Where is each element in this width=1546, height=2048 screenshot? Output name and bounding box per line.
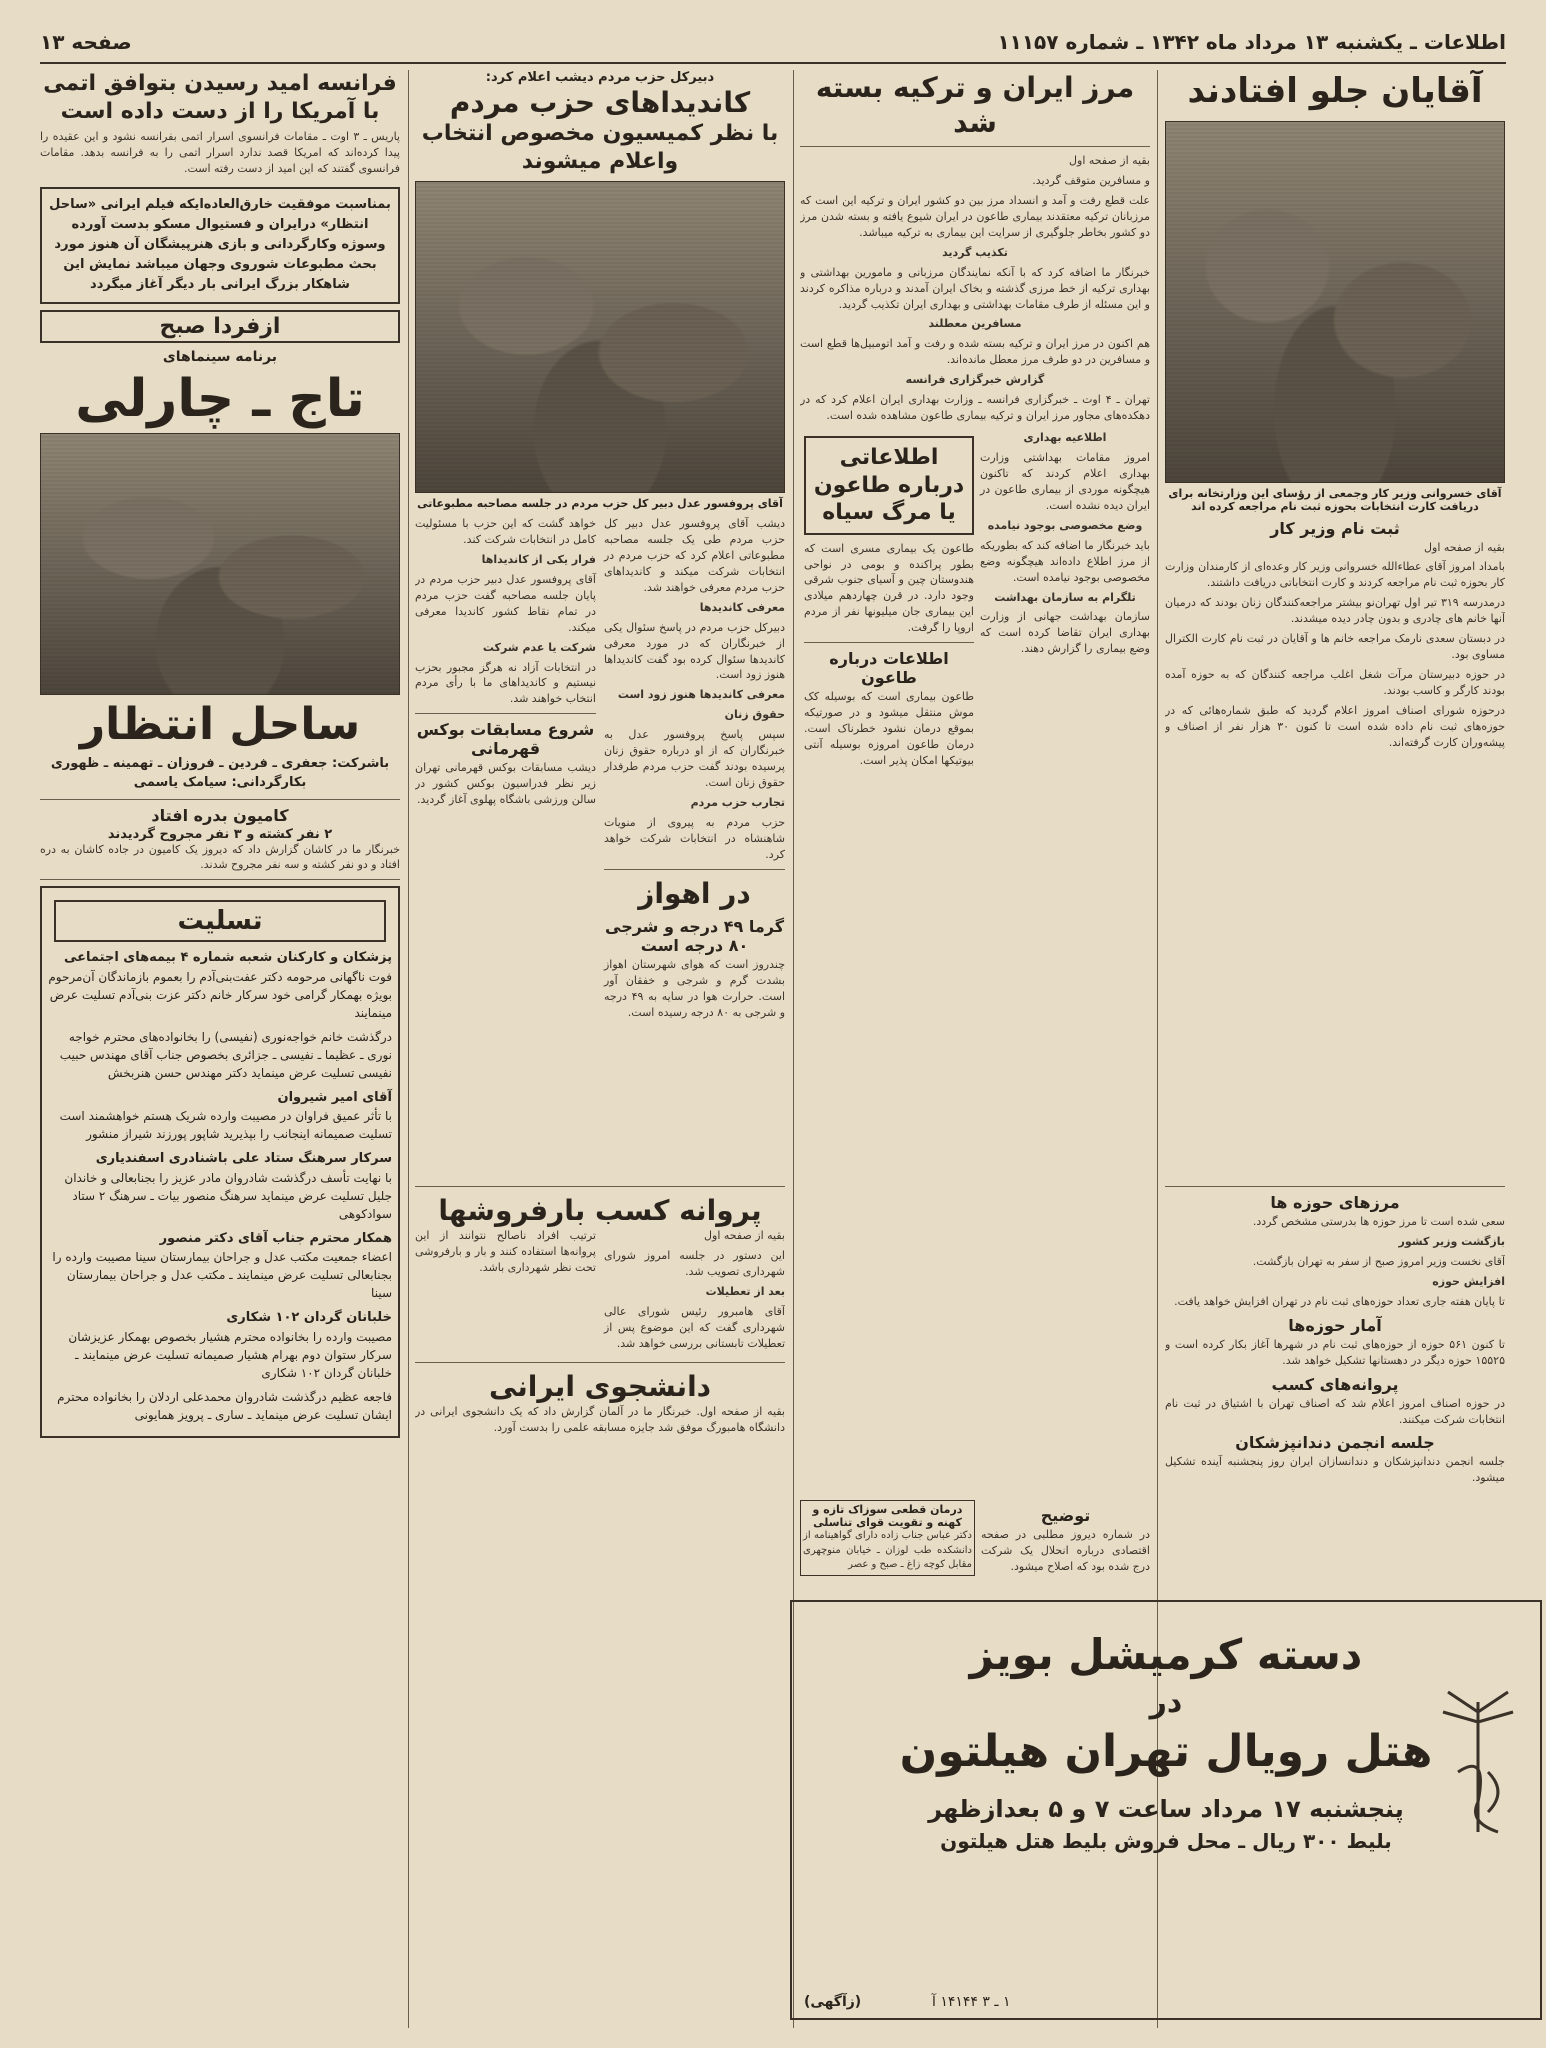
condolence-text: با نهایت تأسف درگذشت شادروان مادر عزیز را بجنابعالی و خاندان جلیل تسلیت عرض مینماید سرهنگ منصور بیات ـ سرهنگ ۲ ستاد سوادکوهی [64, 1170, 392, 1221]
paragraph: سپس پاسخ پروفسور عدل به خبرنگاران که از او درباره حقوق زنان پرسیده بودند گفت حزب مردم طرفدار حقوق زنان است. [604, 728, 785, 790]
divider [40, 799, 400, 800]
paragraph: علت قطع رفت و آمد و انسداد مرز بین دو کشور ایران و ترکیه این است که مرزبانان ترکیه معتقدند بیماری طاعون در ایران شیوع یافته و بسته شدن مرز دو کشور بخاطر جلوگیری از سرایت این بیماری به ترکیه میباشد. [800, 193, 1150, 239]
from-tomorrow: ازفردا صبح [159, 313, 281, 339]
photo-caption-press: آقای پروفسور عدل دبیر کل حزب مردم در جلسه مصاحبه مطبوعاتی [417, 497, 783, 510]
condolence-text: مصیبت وارده را بخانواده محترم هشیار بخصوص بهمکار عزیزشان سرکار ستوان دوم بهرام هشیار صمیمانه تسلیت عرض مینمایند ـ خلبانان گردان ۱۰۲ شکاری [68, 1329, 392, 1380]
article-body-france: پاریس ـ ۳ اوت ـ مقامات فرانسوی اسرار اتمی بفرانسه نشود و این عقیده را پیدا کرده‌اند که امریکا قصد ندارد اسرار اتمی را به فرانسه بدهد. مقامات فرانسوی گفتند که این امید از دست رفته است. [40, 130, 400, 175]
column-party [415, 70, 785, 2028]
divider [800, 146, 1150, 147]
party-two-columns [415, 516, 785, 1021]
paragraph: بقیه از صفحه اول [704, 1229, 785, 1242]
column-lower-right [1165, 1180, 1505, 1600]
subheading: بعد از تعطیلات [705, 1284, 785, 1298]
ad-in: در [1149, 1685, 1183, 1720]
condolence-item [48, 1149, 392, 1223]
condolence-title: تسلیت [54, 900, 386, 942]
subheading: اطلاعیه بهداری [1023, 431, 1107, 445]
note-title: توضیح [1040, 1506, 1091, 1525]
paragraph: و مسافرین متوقف گردید. [1032, 173, 1150, 187]
article-body-shop-b [415, 1228, 596, 1356]
cinema-label: برنامه سینماهای [162, 348, 278, 365]
column-divider [408, 70, 409, 2028]
paragraph: حزب مردم به پیروی از منویات شاهنشاه در انتخابات شرکت خواهد کرد. [604, 815, 785, 861]
paragraph: این دستور در جلسه امروز شورای شهرداری تصویب شد. [604, 1248, 785, 1278]
border-continued [980, 430, 1150, 769]
small-ad-title: درمان قطعی سوزاک تازه و کهنه و تقویت قوای تناسلی [812, 1503, 963, 1529]
article-body-shop-a [604, 1228, 785, 1356]
paragraph: خواهد گشت که این حزب با مسئولیت کامل در انتخابات شرکت کند. [415, 517, 596, 546]
divider [604, 869, 785, 870]
note-body: در شماره دیروز مطلبی در صفحه اقتصادی درباره انحلال یک شرکت درج شده بود که اصلاح میشود. [981, 1528, 1150, 1573]
headline-france-atomic: فرانسه امید رسیدن بتوافق اتمی با آمریکا را از دست داده است [43, 71, 397, 124]
page-header [40, 22, 1506, 64]
film-title: ساحل انتظار [79, 698, 361, 750]
headline-dentist: جلسه انجمن دندانپزشکان [1235, 1433, 1435, 1453]
paragraph: در انتخابات آزاد نه هرگز مجبور بحزب نیستیم و کاندیداهای ما با رأی مردم انتخاب خواهند شد. [415, 660, 596, 706]
film-credits-cast: باشرکت: جعفری ـ فردین ـ فروزان ـ تهمینه ـ ظهوری [50, 755, 390, 771]
plague-box-title: اطلاعاتی درباره طاعون یا مرگ سیاه [813, 445, 965, 526]
condolence-item [48, 948, 392, 1022]
condolence-text: فاجعه عظیم درگذشت شادروان محمدعلی اردلان را بخانواده محترم ایشان تسلیت عرض مینماید ـ ساری ـ پرویز همایونی [57, 1389, 392, 1422]
subheading: حقوق زنان [724, 708, 785, 722]
ad-venue: هتل رویال تهران هیلتون [899, 1726, 1433, 1777]
condolence-item [48, 1388, 392, 1424]
cinema-names: تاج ـ چارلی [75, 368, 365, 429]
paragraph: درمدرسه ۳۱۹ تیر اول تهران‌نو بیشتر مراجعه‌کنندگان زنان بودند که درمیان آنها خانم های چادری و بدون چادر دیده میشدند. [1165, 596, 1505, 626]
photo-press-conference [415, 181, 785, 493]
border-lower-split [800, 430, 1150, 769]
subheading: افزایش حوزه [1432, 1274, 1505, 1288]
photo-film-still [40, 433, 400, 695]
plague-intl-body: طاعون بیماری است که بوسیله کک موش منتقل میشود و در صورتیکه بموقع درمان نشود خطرناک است. درمان طاعون امروزه بوسیله آنتی بیوتیکها امکان پذیر است. [804, 690, 974, 767]
condolence-text: اعضاء جمعیت مکتب عدل و جراحان بیمارستان سینا مصیبت وارده را بجنابعالی تسلیت عرض مینمایند ـ مکتب عدل و جراحان بیمارستان سینا [52, 1250, 392, 1301]
ad-footer-code: ۱ ـ ۳ ۱۴۱۴۴ آ [932, 1994, 1011, 2010]
advertisement-hilton [790, 1600, 1542, 2020]
paragraph: در حوزه دبیرستان مرآت شغل اغلب مراجعه کنندگان که به حوزه آمده بودند کارگر و کاسب بودند. [1165, 668, 1505, 697]
headline-shop-license: پروانه کسب بارفروشها [438, 1194, 762, 1227]
paragraph: هم اکنون در مرز ایران و ترکیه بسته شده و رفت و آمد اتومبیل‌ها قطع است و مسافرین در دو طرف مرز معطل مانده‌اند. [800, 337, 1150, 367]
condolence-text: درگذشت خانم خواجه‌نوری (نفیسی) را بخانواده‌های محترم خواجه نوری ـ عظیما ـ نفیسی ـ جزائری بخصوص جناب آقای مهندس حبیب نفیسی تسلیت عرض مینماید دکتر مهندس حسن هنربخش [59, 1029, 392, 1080]
headline-gentlemen-ahead: آقایان جلو افتادند [1187, 71, 1483, 111]
condolence-text: فوت ناگهانی مرحومه دکتر عفت‌بنی‌آدم را بعموم بازماندگان آن‌مرحوم بویژه بهمکار گرامی خود سرکار خانم دکتر عزت بنی‌آدم تسلیت عرض مینمایند [48, 969, 392, 1020]
divider [415, 713, 596, 714]
condolence-item [48, 1088, 392, 1144]
ad-footer-label: (زآگهی) [804, 1994, 862, 2010]
subheading: فرار یکی از کاندیداها [481, 552, 596, 566]
paragraph: باید خبرنگار ما اضافه کند که بطوریکه از مرز اطلاع داده‌اند هیچگونه وضع مخصوصی بوجود نیامده است. [980, 538, 1150, 584]
paragraph: سعی شده است تا مرز حوزه ها بدرستی مشخص گردد. [1252, 1215, 1505, 1228]
party-col-a [604, 516, 785, 1021]
plague-info [804, 430, 974, 769]
headline-border-areas: مرزهای حوزه ها [1270, 1193, 1400, 1212]
subheading: تجارب حزب مردم [690, 796, 785, 809]
headline-stats: آمار حوزه‌ها [1288, 1315, 1382, 1335]
kicker-party: دبیرکل حزب مردم دیشب اعلام کرد: [485, 70, 715, 85]
paragraph: آقای هامبرور رئیس شورای عالی شهرداری گفت که این موضوع پس از تعطیلات تابستانی بررسی خواهد شد. [604, 1304, 785, 1350]
ad-band-name: دسته کرمیشل بویز [969, 1630, 1363, 1679]
article-body-party-b [415, 516, 596, 707]
page-number: صفحه ۱۳ [40, 30, 132, 54]
article-body-truck: خبرنگار ما در کاشان گزارش داد که دیروز یک کامیون در جاده کاشان به دره افتاد و دو نفر کشته و سه نفر مجروح شدند. [40, 842, 400, 872]
paragraph: آقای نخست وزیر امروز صبح از سفر به تهران بازگشت. [1252, 1254, 1505, 1268]
paragraph: امروز مقامات بهداشتی وزارت بهداری اعلام کردند که تاکنون هیچگونه موردی از بیماری طاعون در ایران دیده نشده است. [980, 451, 1150, 512]
masthead: اطلاعات ـ یکشنبه ۱۳ مرداد ماه ۱۳۴۲ ـ شماره ۱۱۱۵۷ [997, 30, 1506, 54]
condolence-head: پزشکان و کارکنان شعبه شماره ۴ بیمه‌های اجتماعی [64, 950, 392, 966]
condolence-head: آقای امیر شیروان [277, 1089, 392, 1105]
subheadline-ahvaz: گرما ۴۹ درجه و شرجی ۸۰ درجه است [605, 916, 784, 955]
ad-logo-icon [1428, 1682, 1528, 1842]
paragraph: خبرنگار ما اضافه کرد که با آنکه نمایندگان مرزبانی و مامورین بهداشتی و بهداری ترکیه از خط مرزی گذشته و بخاک ایران آمدند و درباره مذاکره کردند و این مسئله از طرف مقامات بهداشتی و بهداری ایران تکذیب گردید. [800, 265, 1150, 311]
subheading: بازگشت وزیر کشور [1398, 1234, 1505, 1248]
subheading: وضع مخصوصی بوجود نیامده [987, 518, 1143, 532]
subheading: مسافرین معطلند [928, 317, 1022, 331]
paragraph: بقیه از صفحه اول [1424, 540, 1505, 554]
paragraph: بقیه از صفحه اول [1069, 154, 1150, 167]
promo-text: بمناسبت موفقیت خارق‌العاده‌ایکه فیلم ایرانی «ساحل انتظار» درایران و فستیوال مسکو بدست آورده وسوژه وکارگردانی و بازی هنرپیشگان آن هنوز مورد بحث مطبوعات شوروی وجهان میباشد نمایش این شاهکار بزرگ ایرانی بار دیگر آغاز میگردد [49, 196, 391, 293]
condolence-box [40, 886, 400, 1438]
subheadline-party-commission: با نظر کمیسیون مخصوص انتخاب واعلام میشوند [421, 121, 779, 174]
subheading: تلگرام به سازمان بهداشت [994, 590, 1136, 604]
condolence-text: با تأثر عمیق فراوان در مصیبت وارده شریک هستم خواهشمند است تسلیت صمیمانه اینجانب را بپذیرید شاپور پورزند شیراز منشور [59, 1109, 392, 1142]
photo-caption-minister: آقای خسروانی وزیر کار وجمعی از رؤسای این وزارتخانه برای دریافت کارت انتخابات بحوزه ثبت نام مراجعه کرده اند [1168, 486, 1502, 513]
paragraph: در دبستان سعدی نارمک مراجعه خانم ها و آقایان در ثبت نام کارت الکترال مساوی بود. [1165, 632, 1505, 662]
paragraph: تهران ـ ۴ اوت ـ خبرگزاری فرانسه ـ وزارت بهداری ایران اعلام کرد که در دهکده‌های مجاور مرز ایران و ترکیه بیماری طاعون مشاهده شده است. [800, 393, 1150, 423]
divider [1165, 1186, 1505, 1187]
subheading: معرفی کاندیدها هنوز زود است [617, 688, 785, 702]
paragraph: ترتیب افراد ناصالح نتوانند از این پروانه‌ها استفاده کنند و بار و بارفروشی تحت نظر شهرداری باشد. [415, 1229, 596, 1274]
column-lower-notes [800, 1500, 1150, 1600]
article-body-stats: تا کنون ۵۶۱ حوزه از حوزه‌های ثبت نام در شهرها آغاز بکار کرده است و ۱۵۵۲۵ حوزه دیگر در دهستانها تشکیل خواهد شد. [1165, 1337, 1505, 1367]
article-body-party [604, 516, 785, 863]
ad-ticket-info: بلیط ۳۰۰ ریال ـ محل فروش بلیط هتل هیلتون [940, 1829, 1392, 1853]
paragraph: آقای پروفسور عدل دبیر حزب مردم در پایان جلسه مصاحبه گفت حزب مردم در تمام نقاط کشور کاندیدا معرفی میکند. [415, 572, 596, 634]
divider [415, 1362, 785, 1363]
article-body-dentist: جلسه انجمن دندانپزشکان و دندانسازان ایران روز پنجشنبه آینده تشکیل میشود. [1165, 1455, 1505, 1485]
plague-box-body: طاعون یک بیماری مسری است که بطور پراکنده و بومی در نواحی هندوستان چین و آسیای جنوب شرقی وجود دارد. در قرن چهاردهم میلادی این بیماری جان میلیونها نفر از مردم اروپا را گرفت. [804, 541, 974, 635]
paragraph: درحوزه شورای اصناف امروز اعلام گردید که طبق شماره‌هائی که در حوزه‌های ثبت نام داده شده است تا کنون ۳۰ هزار نفر از اصناف و پیشه‌وران کارت گرفته‌اند. [1165, 703, 1505, 749]
subheading: گزارش خبرگزاری فرانسه [905, 373, 1045, 387]
film-credits-director: بکارگردانی: سیامک یاسمی [133, 775, 307, 791]
article-body-union: در حوزه اصناف امروز اعلام شد که اصناف تهران با اشتیاق در ثبت نام انتخابات شرکت میکنند. [1165, 1396, 1505, 1426]
subheading: تکذیب گردید [942, 245, 1008, 259]
article-body-border [800, 153, 1150, 424]
condolence-item [48, 1229, 392, 1303]
headline-truck: کامیون بدره افتاد [151, 805, 289, 825]
condolence-head: همکار محترم جناب آقای دکتر منصور [159, 1230, 392, 1246]
divider [415, 1186, 785, 1187]
small-ad-block [800, 1500, 975, 1576]
promo-box-film [40, 187, 400, 304]
notes-row [800, 1500, 1150, 1576]
small-ad-body: دکتر عباس جناب زاده دارای گواهینامه از دانشکده طب لوزان ـ خیابان منوچهری مقابل کوچه زاغ ـ صبح و عصر [803, 1530, 972, 1570]
headline-border-closed: مرز ایران و ترکیه بسته شد [815, 71, 1135, 139]
article-body-boxing: دیشب مسابقات بوکس قهرمانی تهران زیر نظر فدراسیون بوکس کشور در سالن ورزشی باشگاه پهلوی آغاز گردید. [415, 761, 596, 807]
divider [804, 642, 974, 643]
condolence-head: خلبانان گردان ۱۰۲ شکاری [226, 1310, 392, 1326]
photo-minister-registration [1165, 121, 1505, 483]
condolence-item [48, 1308, 392, 1382]
paragraph: بامداد امروز آقای عطاءالله خسروانی وزیر کار وعده‌ای از کارمندان وزارت کار بحوزه ثبت نام مراجعه کردند و کارت انتخاباتی دریافت داشتند. [1165, 560, 1505, 590]
condolence-head: سرکار سرهنگ ستاد علی باشنادری اسفندیاری [95, 1151, 392, 1167]
plague-intl-title: اطلاعات درباره طاعون [829, 649, 949, 688]
subheading: شرکت یا عدم شرکت [482, 640, 596, 654]
headline-boxing: شروع مسابقات بوکس قهرمانی [416, 720, 595, 759]
subheadline-truck: ۲ نفر کشته و ۳ نفر مجروح گردیدند [107, 826, 333, 842]
article-body-registration [1165, 540, 1505, 751]
column-left [40, 70, 400, 2028]
headline-ahvaz: در اهواز [638, 876, 751, 910]
condolence-item [48, 1028, 392, 1082]
party-col-b [415, 516, 596, 1021]
shop-license-columns [415, 1228, 785, 1356]
paragraph: سازمان بهداشت جهانی از وزارت بهداری ایران تقاضا کرده است که وضع بیماری را گزارش دهند. [980, 610, 1150, 656]
subheading: معرفی کاندیدها [699, 600, 785, 614]
plague-box [804, 436, 974, 535]
headline-iranian-student: دانشجوی ایرانی [488, 1369, 712, 1403]
subheadline-minister-registration: ثبت نام وزیر کار [1270, 518, 1400, 538]
paragraph: تا پایان هفته جاری تعداد حوزه‌های ثبت نام در تهران افزایش خواهد یافت. [1174, 1294, 1505, 1308]
headline-party-candidates: کاندیداهای حزب مردم [449, 86, 751, 119]
headline-union: پروانه‌های کسب [1271, 1374, 1399, 1394]
ad-date-time: پنجشنبه ۱۷ مرداد ساعت ۷ و ۵ بعدازظهر [928, 1795, 1404, 1823]
article-body-border-cont [980, 430, 1150, 657]
paragraph: دیشب آقای پروفسور عدل دبیر کل حزب مردم طی یک جلسه مصاحبه مطبوعاتی اعلام کرد که حزب مردم در انتخابات شرکت میکند و کاندیداهای حزب مردم معرفی خواهند شد. [604, 517, 785, 594]
note-block [981, 1500, 1150, 1576]
article-body-student: بقیه از صفحه اول. خبرنگار ما در آلمان گزارش داد که یک دانشجوی ایرانی در دانشگاه هامبورگ موفق شد جایزه مسابقه علمی را بدست آورد. [415, 1404, 785, 1434]
column-lower-middle [415, 1180, 785, 1600]
divider [40, 879, 400, 880]
article-body-ahvaz: چندروز است که هوای شهرستان اهواز بشدت گرم و شرجی و خفقان آور است. حرارت هوا در سایه به ۴۹ درجه و شرجی به ۸۰ درجه رسیده است. [604, 957, 785, 1019]
article-body-areas [1165, 1214, 1505, 1310]
from-tomorrow-box [40, 310, 400, 343]
paragraph: دبیرکل حزب مردم در پاسخ سئوال یکی از خبرنگاران که در مورد معرفی کاندیدها سئوال کرده بود گفت کاندیداها هنوز زود است. [604, 620, 785, 682]
